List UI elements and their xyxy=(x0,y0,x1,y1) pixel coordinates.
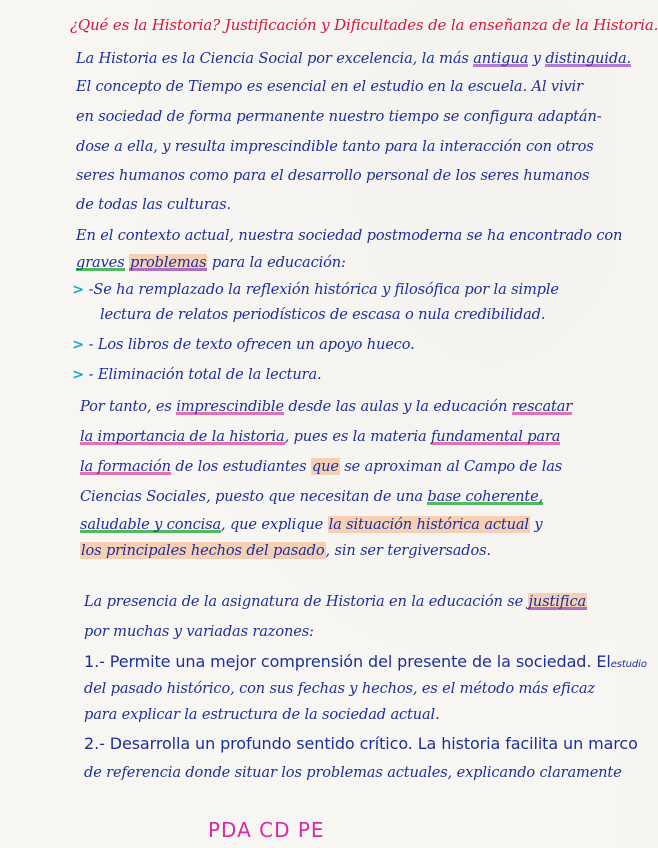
p1-line-1 xyxy=(76,50,631,67)
bullet-3 xyxy=(72,366,322,383)
p1-line-5: seres humanos como para el desarrollo personal de los seres humanos xyxy=(76,167,590,184)
p3-line-3: la formación de los estudiantes que se aproximan al Campo de las xyxy=(80,458,563,475)
p1-line-3: en sociedad de forma permanente nuestro tiempo se configura adaptán- xyxy=(76,108,602,125)
p1-line-2: El concepto de Tiempo es esencial en el estudio en la escuela. Al vivir xyxy=(76,78,583,95)
p2-line-1: En el contexto actual, nuestra sociedad postmoderna se ha encontrado con xyxy=(76,227,623,244)
stamp-label: PDA CD PE xyxy=(208,818,325,842)
bullet-1-text: -Se ha remplazado la reflexión histórica y filosófica por la simple xyxy=(88,281,559,298)
numbered-2-line-1: 2.- Desarrolla un profundo sentido crítico. La historia facilita un marco xyxy=(84,734,638,753)
p3-line-5: saludable y concisa, que explique la situación histórica actual y xyxy=(80,516,543,533)
p4-line-2: por muchas y variadas razones: xyxy=(84,623,314,640)
arrow-icon: > xyxy=(72,281,85,298)
arrow-icon: > xyxy=(72,366,85,383)
p3-line-1: Por tanto, es imprescindible desde las aulas y la educación rescatar xyxy=(80,398,573,415)
arrow-icon: > xyxy=(72,336,85,353)
p4-line-1: La presencia de la asignatura de Historia en la educación se justifica xyxy=(84,593,587,610)
p1-line-6: de todas las culturas. xyxy=(76,196,231,213)
numbered-1-line-3: para explicar la estructura de la sociedad actual. xyxy=(84,706,440,723)
bleed-through-text xyxy=(300,210,304,225)
numbered-1-line-1 xyxy=(84,652,647,671)
margin-note: estudio xyxy=(610,659,647,670)
bullet-2 xyxy=(72,336,415,353)
numbered-1-line-2: del pasado histórico, con sus fechas y hechos, es el método más eficaz xyxy=(84,680,595,697)
bullet-1-cont: lectura de relatos periodísticos de escasa o nula credibilidad. xyxy=(100,306,546,323)
p2-line-2: graves problemas para la educación: xyxy=(76,254,346,271)
document-title: ¿Qué es la Historia? Justificación y Dificultades de la enseñanza de la Historia. xyxy=(70,16,658,34)
bullet-1 xyxy=(72,281,559,298)
bullet-2-text: - Los libros de texto ofrecen un apoyo hueco. xyxy=(88,336,415,353)
bullet-3-text: - Eliminación total de la lectura. xyxy=(88,366,322,383)
p3-line-2: la importancia de la historia, pues es la materia fundamental para xyxy=(80,428,561,445)
p1-line-4: dose a ella, y resulta imprescindible tanto para la interacción con otros xyxy=(76,138,594,155)
numbered-1-text: 1.- Permite una mejor comprensión del presente de la sociedad. El xyxy=(84,652,611,671)
p3-line-6: los principales hechos del pasado, sin ser tergiversados. xyxy=(81,542,491,559)
p1-line-1-text: La Historia es la Ciencia Social por excelencia, la más antigua y distinguida. xyxy=(76,50,632,67)
p3-line-4: Ciencias Sociales, puesto que necesitan de una base coherente, xyxy=(80,488,544,505)
numbered-2-line-2: de referencia donde situar los problemas actuales, explicando claramente xyxy=(84,764,622,781)
